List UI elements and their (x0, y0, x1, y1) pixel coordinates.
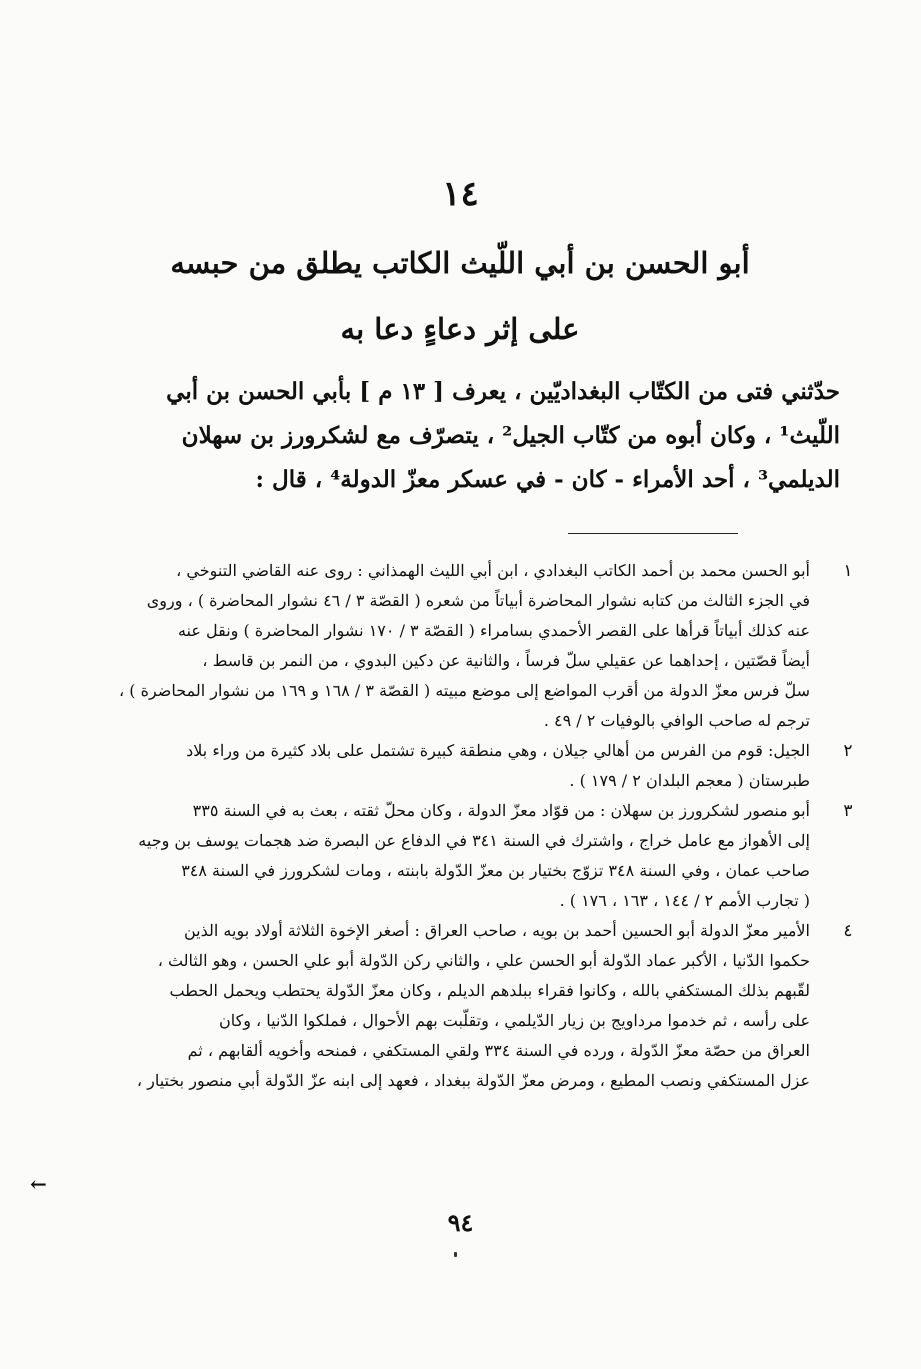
footnote-line: الأمير معزّ الدولة أبو الحسين أحمد بن بويه ، صاحب العراق : أصغر الإخوة الثلاثة أولاد بويه الذين (183, 921, 810, 940)
footnote-number: ١ (843, 561, 853, 581)
footnote-number: ٤ (843, 921, 853, 941)
page-number: ٩٤ (447, 1208, 474, 1237)
footnote-line: عزل المستكفي ونصب المطيع ، ومرض معزّ الدّولة ببغداد ، فعهد إلى ابنه عزّ الدّولة أبي منصور بختيار ، (136, 1071, 810, 1090)
body-line: حدّثني فتى من الكتّاب البغداديّين ، يعرف [ ١٣ م ] بأبي الحسن بن أبي (166, 378, 840, 405)
footnote-line: على رأسه ، ثم خدموا مرداويج بن زيار الدّيلمي ، وتقلّبت بهم الأحوال ، فملكوا الدّنيا ، وكان (218, 1011, 810, 1030)
footnote-line: إلى الأهواز مع عامل خراج ، واشترك في السنة ٣٤١ في الدفاع عن البصرة ضد هجمات يوسف بن وجيه (138, 831, 810, 850)
footnote-line: أبو منصور لشكرورز بن سهلان : من قوّاد معزّ الدولة ، وكان محلّ ثقته ، بعث به في السنة ٣٣٥ (192, 801, 810, 820)
footnote-line: العراق من حصّة معزّ الدّولة ، ورده في السنة ٣٣٤ ولقي المستكفي ، فمنحه وأخويه ألقابهم ، ثم (187, 1041, 810, 1060)
footnote-line: ترجم له صاحب الوافي بالوفيات ٢ / ٤٩ . (543, 711, 810, 730)
footnote-4 (70, 916, 860, 1096)
footnote-line: أبو الحسن محمد بن أحمد الكاتب البغدادي ، ابن أبي الليث الهمذاني : روى عنه القاضي التنوخي ، (176, 561, 810, 580)
body-paragraph (70, 370, 840, 502)
footnote-line: لقّبهم بذلك المستكفي بالله ، وكانوا فقراء ببلدهم الديلم ، وكان معزّ الدّولة يحتطب ويحمل الحطب (169, 981, 810, 1000)
footnote-line: أيضاً قصّتين ، إحداهما عن عقيلي سلّ فرساً ، والثانية عن دكين البدوي ، من النمر بن قاسط ، (202, 651, 810, 670)
footnote-line: حكموا الدّنيا ، الأكبر عماد الدّولة أبو الحسن علي ، والثاني ركن الدّولة أبو علي الحسن ، وهو الثالث ، (157, 951, 810, 970)
footnote-line: الجيل: قوم من الفرس من أهالي جيلان ، وهي منطقة كبيرة تشتمل على بلاد كثيرة من وراء بلاد (186, 741, 810, 760)
footnote-separator (568, 533, 738, 534)
footnotes (70, 556, 860, 1096)
footnote-line: صاحب عمان ، وفي السنة ٣٤٨ تزوّج بختيار بن معزّ الدّولة بابنته ، ومات لشكرورز في السنة ٣٤٨ (181, 861, 810, 880)
story-title (100, 230, 820, 362)
footnote-number: ٢ (843, 741, 853, 761)
footnote-line: سلّ فرس معزّ الدولة من أقرب المواضع إلى موضع مبيته ( القصّة ٣ / ١٦٨ و ١٦٩ من نشوار المحاضرة ) ، (119, 681, 810, 700)
footnote-line: عنه كذلك أبياتاً قرأها على القصر الأحمدي بسامراء ( القصّة ٣ / ١٧٠ نشوار المحاضرة ) ونقل عنه (177, 621, 810, 640)
footnote-1 (70, 556, 860, 736)
footnote-number: ٣ (843, 801, 853, 821)
footnote-line: ( تجارب الأمم ٢ / ١٤٤ ، ١٦٣ ، ١٧٦ ) . (559, 891, 810, 910)
footnote-line: طبرستان ( معجم البلدان ٢ / ١٧٩ ) . (569, 771, 810, 790)
body-line: اللّيث¹ ، وكان أبوه من كتّاب الجيل² ، يتصرّف مع لشكرورز بن سهلان (181, 422, 840, 449)
continuation-arrow-icon: ← (30, 1172, 47, 1196)
footnote-2 (70, 736, 860, 796)
story-number: ١٤ (442, 174, 479, 214)
ink-speck (454, 1252, 457, 1257)
body-line: الديلمي³ ، أحد الأمراء - كان - في عسكر معزّ الدولة⁴ ، قال : (255, 466, 840, 493)
title-line: على إثر دعاءٍ دعا به (340, 312, 580, 346)
footnote-3 (70, 796, 860, 916)
footnote-line: في الجزء الثالث من كتابه نشوار المحاضرة أبياتاً من شعره ( القصّة ٣ / ٤٦ نشوار المحاضرة ) ، وروى (146, 591, 810, 610)
title-line: أبو الحسن بن أبي اللّيث الكاتب يطلق من حبسه (170, 246, 750, 280)
